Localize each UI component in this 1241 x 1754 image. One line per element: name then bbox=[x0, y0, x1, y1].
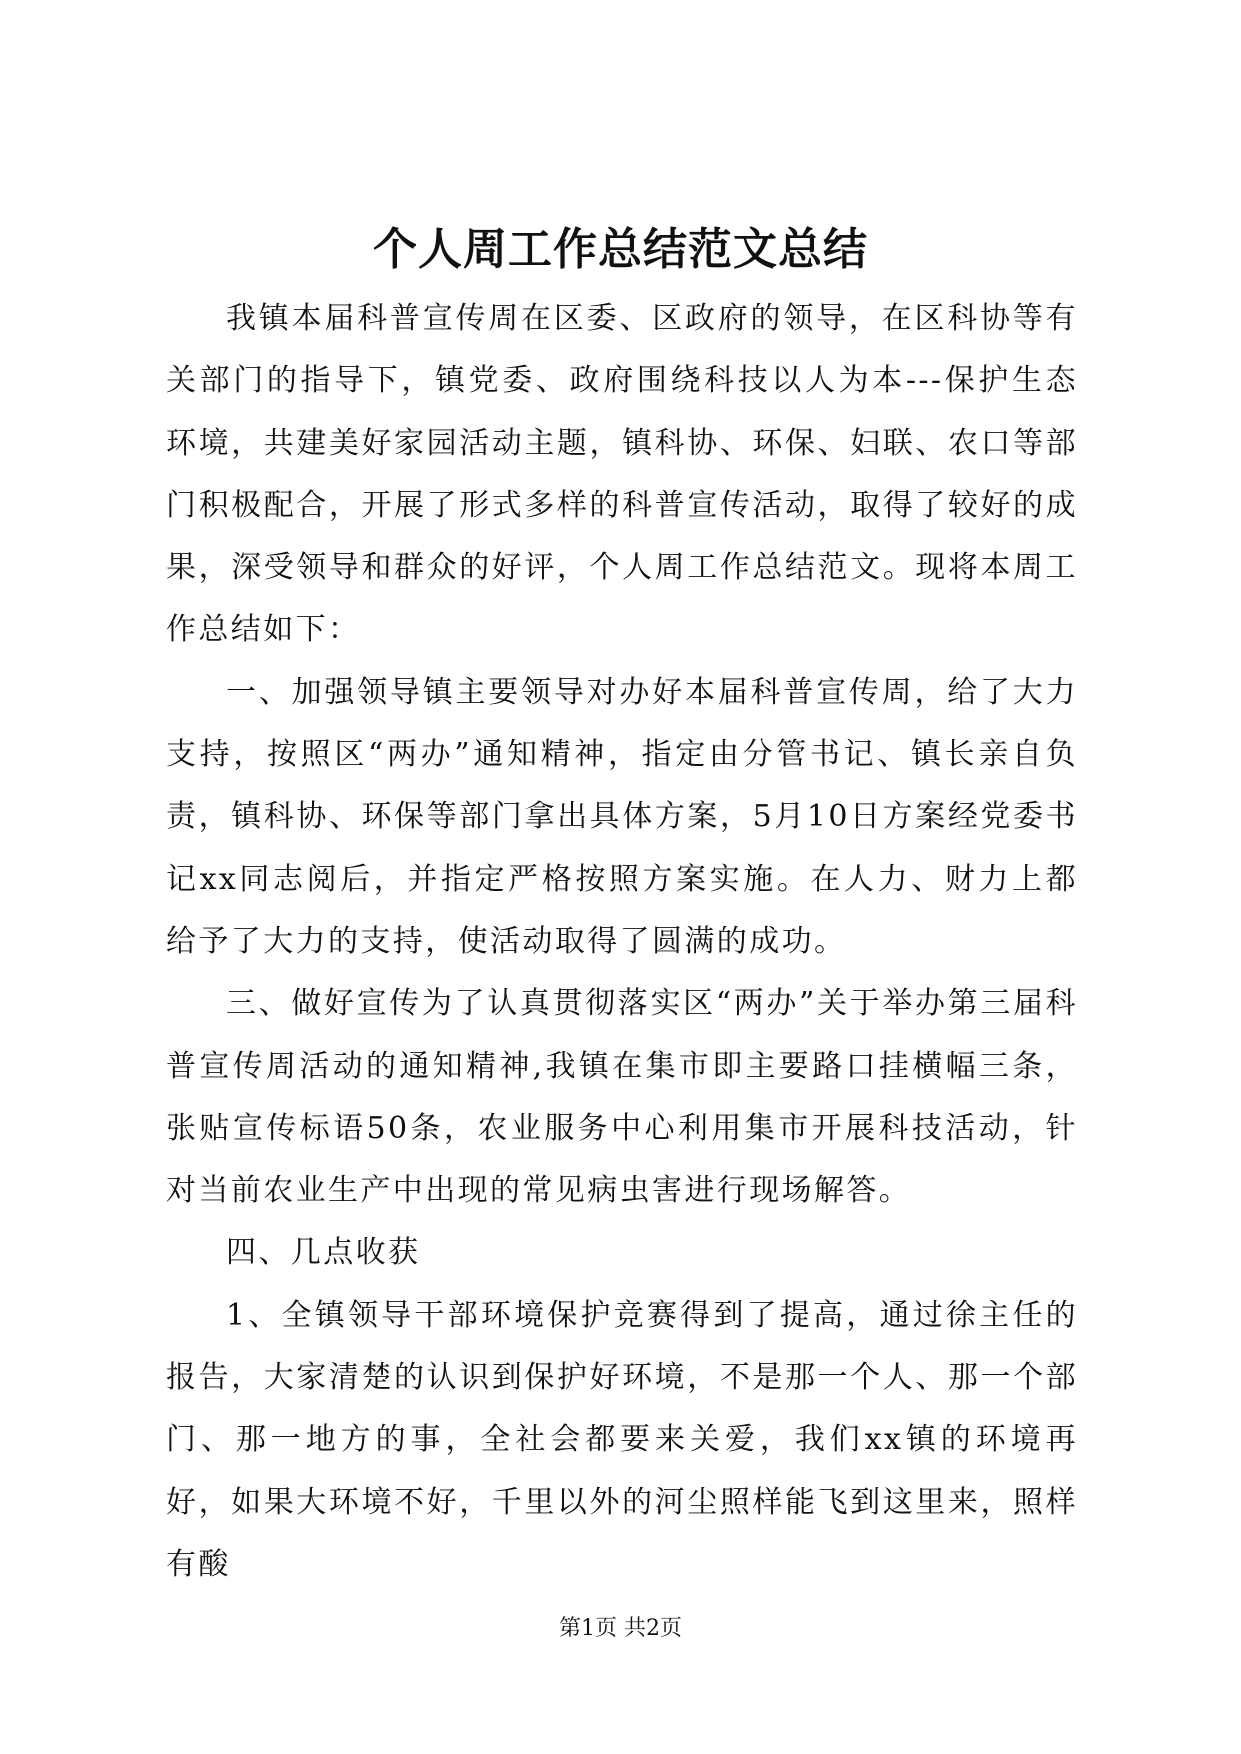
document-body bbox=[166, 288, 1078, 1596]
paragraph-intro: 我镇本届科普宣传周在区委、区政府的领导，在区科协等有关部门的指导下，镇党委、政府围绕科技以人为本---保护生态环境，共建美好家园活动主题，镇科协、环保、妇联、农口等部门积极配合，开展了形式多样的科普宣传活动，取得了较好的成果，深受领导和群众的好评，个人周工作总结范文。现将本周工作总结如下： bbox=[166, 301, 1078, 648]
paragraph-section-4-heading: 四、几点收获 bbox=[226, 1235, 421, 1271]
page-number-footer: 第1页 共2页 bbox=[559, 1616, 682, 1641]
paragraph-section-1: 一、加强领导镇主要领导对办好本届科普宣传周，给了大力支持，按照区“两办”通知精神，指定由分管书记、镇长亲自负责，镇科协、环保等部门拿出具体方案，5月10日方案经党委书记xx同志阅后，并指定严格按照方案实施。在人力、财力上都给予了大力的支持，使活动取得了圆满的成功。 bbox=[166, 674, 1078, 959]
paragraph-section-3: 三、做好宣传为了认真贯彻落实区“两办”关于举办第三届科普宣传周活动的通知精神,我镇在集市即主要路口挂横幅三条，张贴宣传标语50条，农业服务中心利用集市开展科技活动，针对当前农业生产中出现的常见病虫害进行现场解答。 bbox=[166, 986, 1078, 1209]
document-title: 个人周工作总结范文总结 bbox=[373, 224, 868, 275]
paragraph-harvest-1: 1、全镇领导干部环境保护竞赛得到了提高，通过徐主任的报告，大家清楚的认识到保护好环境，不是那一个人、那一个部门、那一地方的事，全社会都要来关爱，我们xx镇的环境再好，如果大环境不好，千里以外的河尘照样能飞到这里来，照样有酸 bbox=[166, 1297, 1078, 1582]
